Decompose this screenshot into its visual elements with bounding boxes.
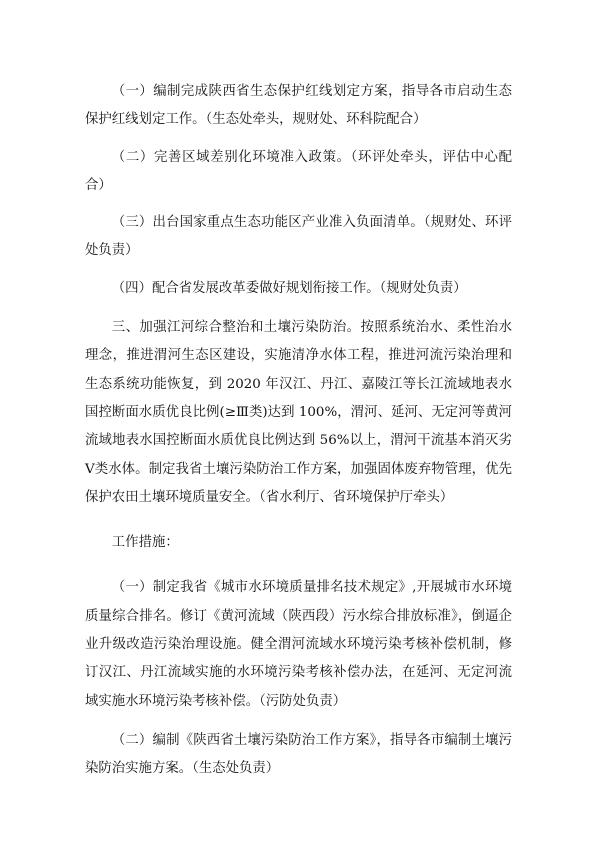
paragraph-ecological-redline: （一）编制完成陕西省生态保护红线划定方案，指导各市启动生态保护红线划定工作。（生态处牵头，规财处、环科院配合） (85, 84, 512, 128)
paragraph-section-three: 三、加强江河综合整治和土壤污染防治。按照系统治水、柔性治水理念，推进渭河生态区建设，实施清净水体工程，推进河流污染治理和生态系统功能恢复，到 2020 年汉江、丹江、嘉陵江等长江流域地表水国控断面水质优良比例(≥Ⅲ类)达到 100%，渭河、延河、无定河等黄河流域地表水国控断面水质优良比例达到 56%以上，渭河干流基本消灭劣Ⅴ类水体。制定我省土壤污染防治工作方案，加强固体废弃物管理，优先保护农田土壤环境质量安全。（省水利厅、省环境保护厅牵头） (85, 320, 512, 505)
paragraph-work-measures-heading: 工作措施： (111, 535, 179, 551)
document-body (85, 78, 512, 784)
paragraph-planning-coordination: （四）配合省发展改革委做好规划衔接工作。（规财处负责） (111, 280, 467, 296)
paragraph-measure-water-ranking: （一）制定我省《城市水环境质量排名技术规定》,开展城市水环境质量综合排名。修订《黄河流域（陕西段）污水综合排放标准》，倒逼企业升级改造污染治理设施。健全渭河流域水环境污染考核补偿机制，修订汉江、丹江流域实施的水环境污染考核补偿办法，在延河、无定河流域实施水环境污染考核补偿。（污防处负责） (85, 580, 512, 709)
paragraph-measure-soil-plan: （二）编制《陕西省土壤污染防治工作方案》，指导各市编制土壤污染防治实施方案。（生态处负责） (85, 732, 512, 777)
paragraph-access-policy: （二）完善区域差别化环境准入政策。（环评处牵头，评估中心配合） (85, 149, 512, 193)
paragraph-negative-list: （三）出台国家重点生态功能区产业准入负面清单。（规财处、环评处负责） (85, 215, 512, 259)
